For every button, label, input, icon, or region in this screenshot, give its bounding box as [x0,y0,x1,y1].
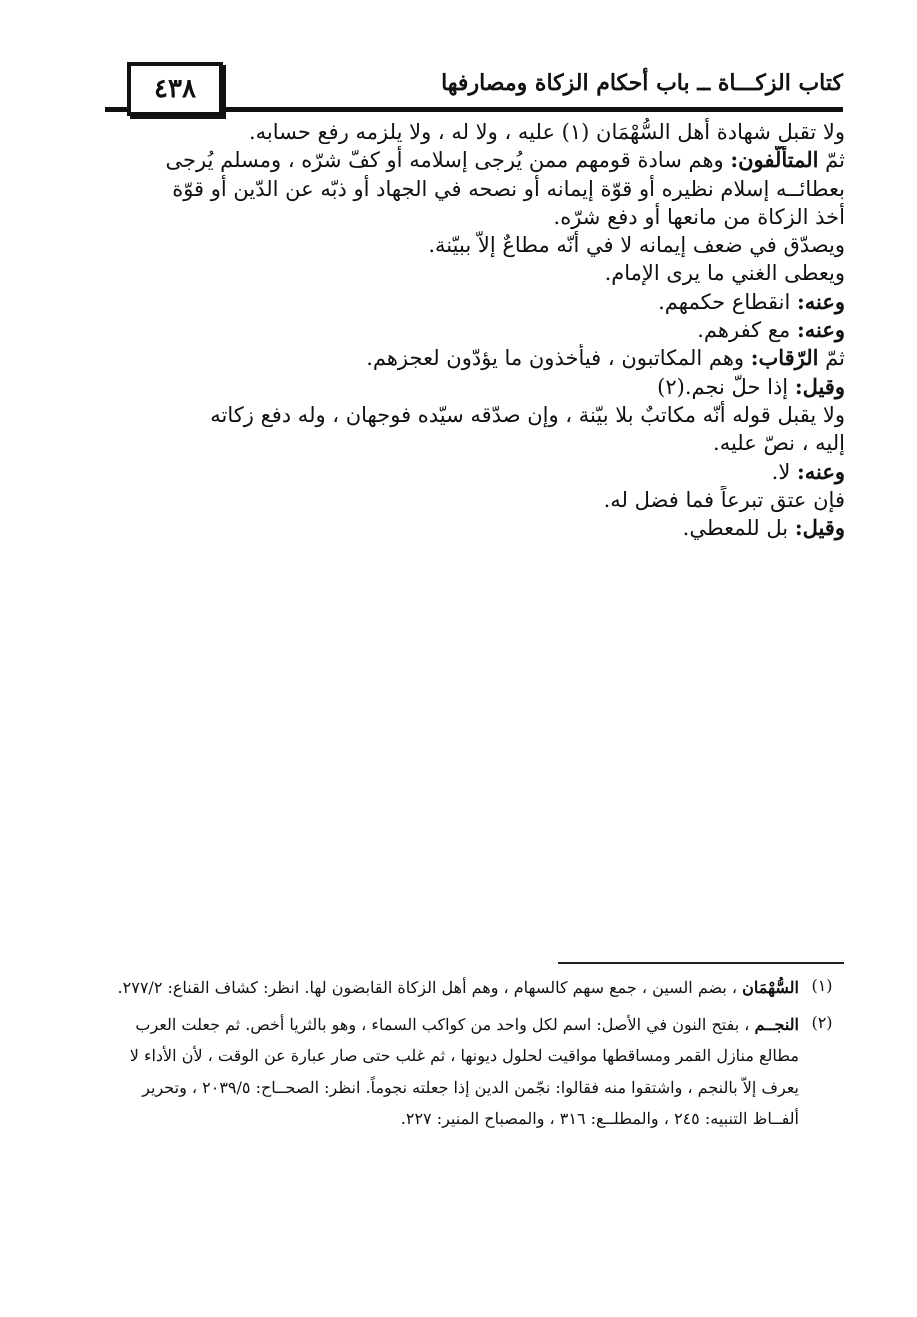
running-title: كتاب الزكـــاة ــ باب أحكام الزكاة ومصارفها [435,70,843,96]
text-line: وعنه: مع كفرهم. [697,317,845,343]
page-number-box [127,62,223,116]
text-line: ويصدّق في ضعف إيمانه لا في أنّه مطاعٌ إلاّ ببيّنة. [428,233,845,258]
footnote-number: (١) [811,976,833,995]
text-line: وعنه: لا. [771,458,845,484]
footnote-text: السُّهْمَان ، بضم السين ، جمع سهم كالسهام ، وهم أهل الزكاة القابضون لها. انظر: كشاف القناع: ٢٧٧/٢. [117,978,799,997]
text-line: وعنه: انقطاع حكمهم. [658,288,845,314]
text-line: ولا يقبل قوله أنّه مكاتبٌ بلا بيّنة ، وإن صدّقه سيّده فوجهان ، وله دفع زكاته [210,402,845,427]
footnote [100,1009,845,1134]
footnote [100,972,845,1003]
footnote-number: (٢) [811,1013,833,1033]
text-line: فإن عتق تبرعاً فما فضل له. [603,487,845,512]
text-line: ويعطى الغني ما يرى الإمام. [604,261,845,286]
page-header [105,62,843,112]
footnote-text: النجــم ، بفتح النون في الأصل: اسم لكل واحد من كواكب السماء ، وهو بالثريا أخص. ثم جعلت العرب مطالع منازل القمر ومساقطها مواقيت لحلول ديونها ، ثم غلب حتى صار عبارة عن الوقت ، لأن الأداء لا يعرف إلاّ بالنجم ، واشتقوا منه فقالوا: نجّمن الدين إذا جعلته نجوماً. انظر: الصحــاح: ٢٠٣٩/٥ ، وتحرير ألفــاظ التنبيه: ٢٤٥ ، والمطلــع: ٣١٦ ، والمصباح المنير: ٢٢٧. [129,1015,799,1128]
footnotes [100,972,845,1140]
text-line: إليه ، نصّ عليه. [713,431,845,456]
text-line: ثمّ الرّقاب: وهم المكاتبون ، فيأخذون ما يؤدّون لعجزهم. [366,345,845,371]
main-text [100,118,845,542]
text-line: وقيل: إذا حلّ نجم.(٢) [657,373,845,399]
footnote-divider [558,962,844,964]
text-line: ثمّ المتألّفون: وهم سادة قومهم ممن يُرجى إسلامه أو كفّ شرّه ، ومسلم يُرجى [165,147,845,173]
text-line: أخذ الزكاة من مانعها أو دفع شرّه. [553,204,845,229]
text-line: ولا تقبل شهادة أهل السُّهْمَان (١) عليه ، ولا له ، ولا يلزمه رفع حسابه. [248,120,845,144]
text-line: وقيل: بل للمعطي. [682,515,845,541]
page-number: ٤٣٨ [154,74,196,104]
text-line: بعطائــه إسلام نظيره أو قوّة إيمانه أو نصحه في الجهاد أو ذبّه عن الدّين أو قوّة [172,176,845,201]
